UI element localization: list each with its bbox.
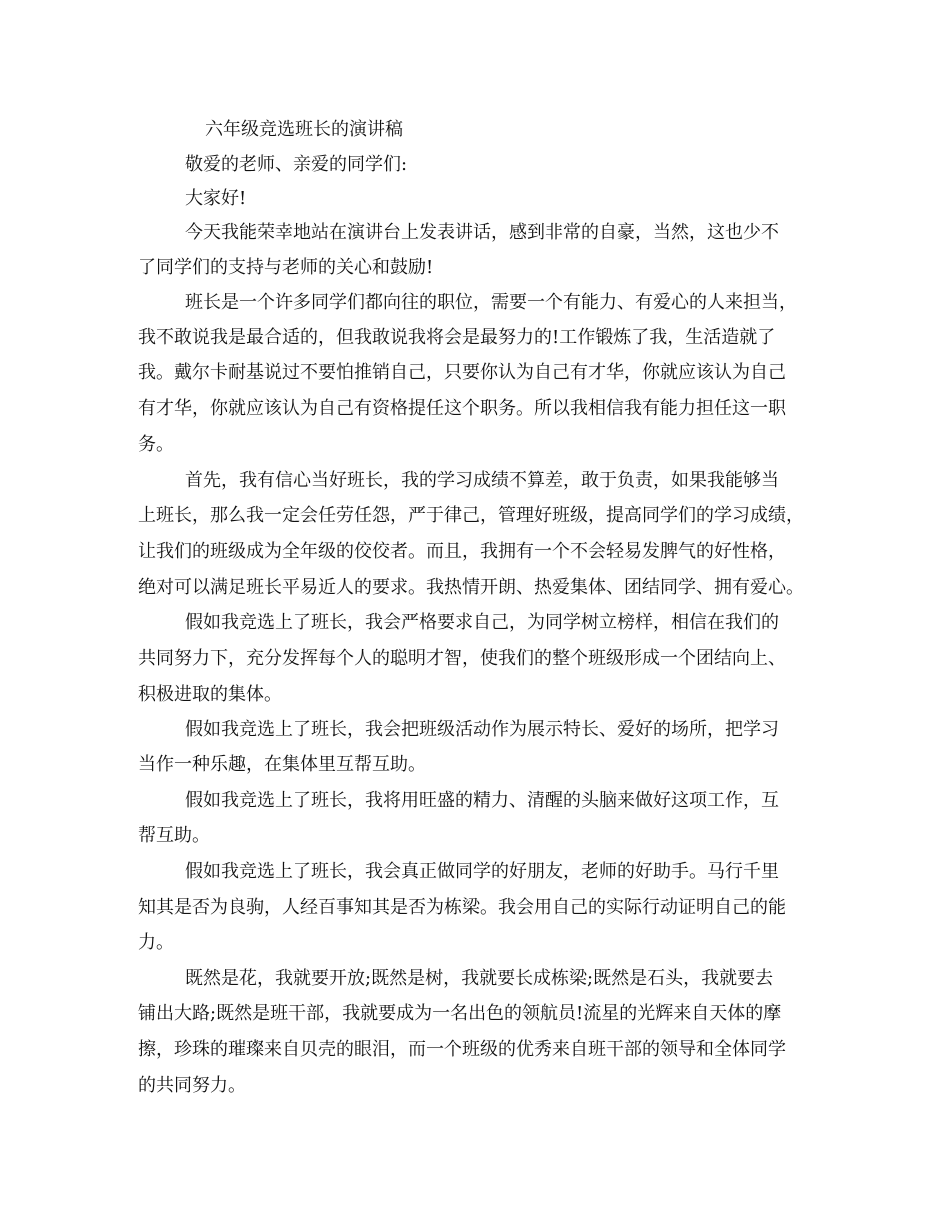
body-line: 假如我竞选上了班长，我将用旺盛的精力、清醒的头脑来做好这项工作，互 — [185, 790, 779, 811]
document-title: 六年级竞选班长的演讲稿 — [205, 119, 403, 140]
body-line: 有才华，你就应该认为自己有资格提任这个职务。所以我相信我有能力担任这一职 — [138, 398, 786, 419]
body-line: 假如我竞选上了班长，我会把班级活动作为展示特长、爱好的场所，把学习 — [185, 719, 779, 740]
body-line: 我不敢说我是最合适的，但我敢说我将会是最努力的!工作锻炼了我，生活造就了 — [138, 327, 776, 348]
body-line: 班长是一个许多同学们都向往的职位，需要一个有能力、有爱心的人来担当， — [185, 292, 797, 313]
body-line: 假如我竞选上了班长，我会严格要求自己，为同学树立榜样，相信在我们的 — [185, 612, 779, 633]
body-line: 今天我能荣幸地站在演讲台上发表讲话，感到非常的自豪，当然，这也少不 — [185, 222, 779, 243]
body-line: 务。 — [138, 434, 174, 455]
body-line: 当作一种乐趣，在集体里互帮互助。 — [138, 754, 426, 775]
body-line: 力。 — [138, 932, 174, 953]
body-line: 积极进取的集体。 — [138, 684, 282, 705]
greeting: 大家好! — [185, 188, 247, 209]
body-line: 知其是否为良驹，人经百事知其是否为栋梁。我会用自己的实际行动证明自己的能 — [138, 897, 786, 918]
body-line: 首先，我有信心当好班长，我的学习成绩不算差，敢于负责，如果我能够当 — [185, 470, 779, 491]
body-line: 共同努力下，充分发挥每个人的聪明才智，使我们的整个班级形成一个团结向上、 — [138, 648, 786, 669]
body-line: 上班长，那么我一定会任劳任怨，严于律己，管理好班级，提高同学们的学习成绩， — [138, 505, 804, 526]
body-line: 铺出大路;既然是班干部，我就要成为一名出色的领航员!流星的光辉来自天体的摩 — [138, 1003, 782, 1024]
body-line: 假如我竞选上了班长，我会真正做同学的好朋友，老师的好助手。马行千里 — [185, 861, 779, 882]
body-line: 我。戴尔卡耐基说过不要怕推销自己，只要你认为自己有才华，你就应该认为自己 — [138, 362, 786, 383]
body-line: 帮互助。 — [138, 825, 210, 846]
salutation: 敬爱的老师、亲爱的同学们: — [185, 154, 408, 175]
body-line: 了同学们的支持与老师的关心和鼓励! — [138, 257, 434, 278]
body-line: 擦，珍珠的璀璨来自贝壳的眼泪，而一个班级的优秀来自班干部的领导和全体同学 — [138, 1039, 786, 1060]
body-line: 既然是花，我就要开放;既然是树，我就要长成栋梁;既然是石头，我就要去 — [185, 968, 774, 989]
body-line: 让我们的班级成为全年级的佼佼者。而且，我拥有一个不会轻易发脾气的好性格， — [138, 541, 786, 562]
body-line: 的共同努力。 — [138, 1075, 246, 1096]
body-line: 绝对可以满足班长平易近人的要求。我热情开朗、热爱集体、团结同学、拥有爱心。 — [138, 577, 804, 598]
